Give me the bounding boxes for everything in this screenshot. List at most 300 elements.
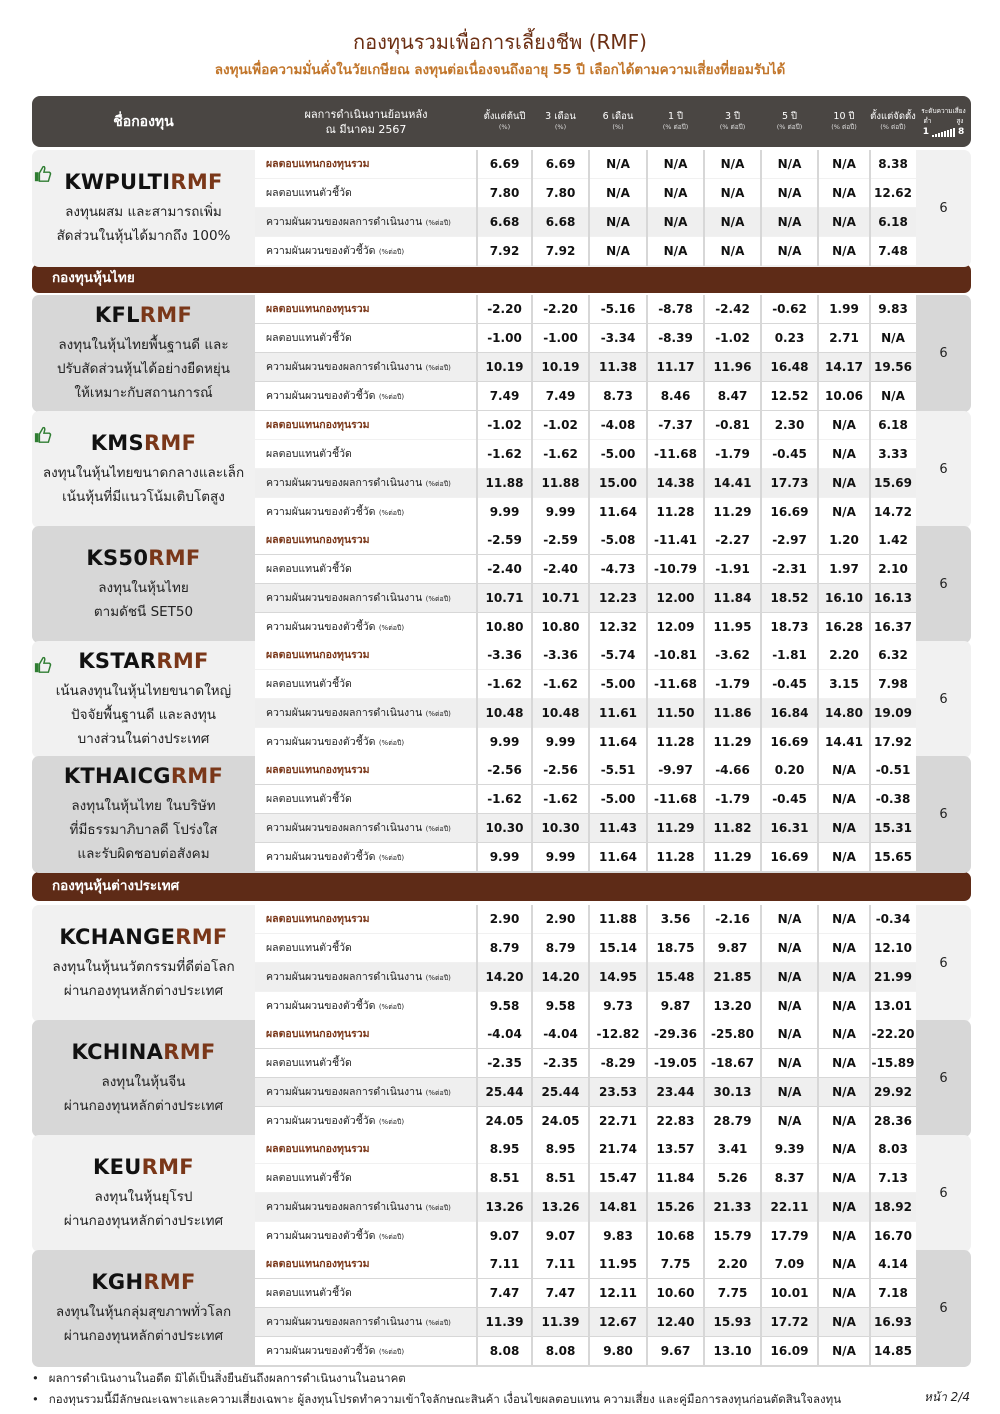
table-row <box>255 411 916 439</box>
table-row <box>255 237 916 265</box>
table-cell: -3.36 <box>543 648 578 662</box>
table-cell: 12.23 <box>599 591 637 605</box>
table-cell: 12.52 <box>770 389 809 403</box>
table-cell: 28.79 <box>713 1114 752 1128</box>
table-cell: N/A <box>777 1027 802 1041</box>
row-label-unit: (%ต่อปี) <box>425 825 451 833</box>
table-cell: -3.34 <box>600 331 636 345</box>
fund-code: KCHINA <box>71 1039 164 1064</box>
fund-suffix: RMF <box>170 169 223 194</box>
row-label <box>266 963 451 992</box>
table-cell: -2.27 <box>715 533 750 547</box>
table-cell: 7.75 <box>717 1286 748 1300</box>
table-cell: 13.20 <box>713 999 752 1013</box>
table-cell: 7.80 <box>489 186 520 200</box>
fund-block-kchina <box>32 1020 971 1137</box>
table-cell: 8.38 <box>878 157 908 171</box>
table-cell: 9.07 <box>489 1229 520 1243</box>
table-cell: -5.08 <box>600 533 636 547</box>
fund-info <box>32 1020 255 1137</box>
table-cell: 9.99 <box>489 850 520 864</box>
row-label-unit: (%ต่อปี) <box>425 1089 451 1097</box>
table-cell: 12.11 <box>599 1286 637 1300</box>
row-label-unit: (%ต่อปี) <box>378 1118 405 1126</box>
table-row <box>255 613 916 641</box>
table-cell: 2.20 <box>717 1257 748 1271</box>
table-cell: N/A <box>777 941 802 955</box>
table-row <box>255 843 916 871</box>
table-cell: N/A <box>832 999 856 1013</box>
table-cell: 17.72 <box>770 1315 809 1329</box>
risk-scale-icon <box>932 128 955 137</box>
fund-name <box>91 1270 195 1294</box>
table-cell: 2.20 <box>829 648 859 662</box>
risk-level: 6 <box>939 346 948 361</box>
row-label-text: ผลตอบแทนกองทุนรวม <box>266 1028 370 1040</box>
row-label <box>266 353 451 382</box>
row-label-text: ผลตอบแทนกองทุนรวม <box>266 1143 370 1155</box>
row-label-text: ผลตอบแทนกองทุนรวม <box>266 649 370 661</box>
table-cell: -19.05 <box>654 1056 697 1070</box>
table-row <box>255 963 916 991</box>
header-col-label: ตั้งแต่จัดตั้ง <box>870 111 916 122</box>
table-cell: 23.53 <box>599 1085 637 1099</box>
fund-block-kwpulti <box>32 150 971 267</box>
table-cell: 13.26 <box>541 1200 580 1214</box>
table-cell: -1.00 <box>487 331 522 345</box>
table-cell: 9.87 <box>717 941 748 955</box>
table-cell: 12.00 <box>656 591 695 605</box>
table-cell: N/A <box>832 418 856 432</box>
table-cell: 16.09 <box>770 1344 809 1358</box>
table-cell: 8.03 <box>878 1142 908 1156</box>
table-row <box>255 1078 916 1106</box>
fund-info <box>32 295 255 412</box>
fund-block-keu <box>32 1135 971 1252</box>
table-cell: 28.36 <box>874 1114 912 1128</box>
table-cell: N/A <box>832 157 856 171</box>
table-cell: 6.69 <box>489 157 520 171</box>
header-col-label: 5 ปี <box>781 111 798 122</box>
table-cell: 10.80 <box>485 620 524 634</box>
table-cell: 12.09 <box>656 620 695 634</box>
fund-code: KSTAR <box>78 648 157 673</box>
table-cell: 22.11 <box>770 1200 809 1214</box>
table-cell: -1.62 <box>543 447 578 461</box>
table-cell: 15.14 <box>599 941 637 955</box>
table-cell: 15.00 <box>599 476 637 490</box>
fund-code: KS50 <box>86 545 149 570</box>
row-label <box>266 814 451 843</box>
table-cell: 13.10 <box>713 1344 752 1358</box>
table-row <box>255 324 916 352</box>
table-cell: 7.92 <box>545 244 576 258</box>
row-label-text: ผลตอบแทนกองทุนรวม <box>266 158 370 170</box>
table-cell: N/A <box>606 215 630 229</box>
header-col-unit: (%) <box>612 123 624 131</box>
table-cell: N/A <box>832 447 856 461</box>
table-cell: -11.68 <box>654 792 697 806</box>
table-row <box>255 208 916 236</box>
table-cell: 11.82 <box>713 821 752 835</box>
risk-level: 6 <box>939 1071 948 1086</box>
table-cell: 10.19 <box>541 360 580 374</box>
fund-info <box>32 641 255 758</box>
table-cell: 11.84 <box>713 591 752 605</box>
table-cell: 7.92 <box>489 244 520 258</box>
footnote: • ผลการดำเนินงานในอดีต มิได้เป็นสิ่งยืนยันถึงผลการดำเนินงานในอนาคต <box>32 1368 841 1389</box>
table-cell: 11.29 <box>713 505 752 519</box>
row-label <box>266 1222 404 1251</box>
row-label <box>266 1250 370 1279</box>
table-cell: 2.10 <box>878 562 908 576</box>
row-label <box>266 728 404 757</box>
table-cell: 8.46 <box>660 389 691 403</box>
row-label-text: ผลตอบแทนตัวชี้วัด <box>266 448 352 460</box>
table-cell: 15.31 <box>874 821 912 835</box>
table-row <box>255 641 916 669</box>
fund-name <box>59 925 227 949</box>
row-label-text: ผลตอบแทนตัวชี้วัด <box>266 1057 352 1069</box>
table-cell: 6.18 <box>878 418 908 432</box>
table-cell: -2.42 <box>715 302 750 316</box>
table-cell: 19.56 <box>874 360 912 374</box>
header-col-label: 3 ปี <box>724 111 741 122</box>
thumbs-up-icon <box>34 655 52 675</box>
fund-description: ลงทุนในหุ้นยุโรป ผ่านกองทุนหลักต่างประเทศ <box>63 1188 224 1229</box>
row-label-unit: (%ต่อปี) <box>425 480 451 488</box>
table-cell: 11.17 <box>656 360 695 374</box>
thumbs-up-icon <box>34 425 52 445</box>
table-cell: 7.49 <box>545 389 576 403</box>
fund-info <box>32 905 255 1022</box>
table-cell: 7.11 <box>545 1257 576 1271</box>
table-cell: -0.62 <box>772 302 807 316</box>
risk-level: 6 <box>939 577 948 592</box>
fund-code: KEU <box>93 1154 142 1179</box>
row-label-text: ผลตอบแทนตัวชี้วัด <box>266 793 352 805</box>
fund-code: KWPULTI <box>64 169 171 194</box>
table-cell: 15.65 <box>874 850 912 864</box>
table-cell: -10.81 <box>654 648 697 662</box>
row-label-unit: (%ต่อปี) <box>425 595 451 603</box>
thumbs-up-icon <box>34 164 52 184</box>
table-cell: N/A <box>832 970 856 984</box>
table-cell: 11.95 <box>713 620 752 634</box>
table-cell: -8.39 <box>658 331 693 345</box>
table-cell: 12.40 <box>656 1315 695 1329</box>
row-label-text: ความผันผวนของตัวชี้วัด <box>266 390 376 402</box>
fund-description: ลงทุนในหุ้นจีน ผ่านกองทุนหลักต่างประเทศ <box>63 1073 224 1114</box>
fund-block-kstar <box>32 641 971 758</box>
table-cell: 13.57 <box>656 1142 695 1156</box>
table-cell: 11.64 <box>599 735 637 749</box>
table-cell: -1.79 <box>715 792 750 806</box>
table-cell: 15.93 <box>713 1315 752 1329</box>
table-cell: 21.85 <box>713 970 752 984</box>
fund-info <box>32 1250 255 1367</box>
fund-block-kchange <box>32 905 971 1022</box>
table-cell: N/A <box>832 186 856 200</box>
table-row <box>255 555 916 583</box>
table-row <box>255 469 916 497</box>
table-cell: 16.13 <box>874 591 912 605</box>
table-row <box>255 905 916 933</box>
row-label-text: ผลตอบแทนตัวชี้วัด <box>266 942 352 954</box>
table-cell: 13.26 <box>485 1200 524 1214</box>
table-cell: 17.73 <box>770 476 809 490</box>
header-risk-high: สูง <box>956 117 964 125</box>
table-cell: -2.40 <box>487 562 522 576</box>
header-col-6 <box>818 96 870 147</box>
table-cell: 2.90 <box>489 912 520 926</box>
table-row <box>255 1049 916 1077</box>
row-label <box>266 670 352 699</box>
table-row <box>255 728 916 756</box>
table-cell: N/A <box>832 244 856 258</box>
row-label-text: ผลตอบแทนกองทุนรวม <box>266 419 370 431</box>
page-title: กองทุนรวมเพื่อการเลี้ยงชีพ (RMF) <box>353 30 647 54</box>
table-row <box>255 670 916 698</box>
footnotes <box>32 1368 841 1410</box>
row-label-text: ความผันผวนของผลการดำเนินงาน <box>266 592 423 604</box>
table-cell: 16.31 <box>770 821 809 835</box>
table-cell: -4.66 <box>715 763 750 777</box>
table-cell: 7.47 <box>489 1286 520 1300</box>
row-label-text: ความผันผวนของตัวชี้วัด <box>266 1000 376 1012</box>
table-cell: 7.49 <box>489 389 520 403</box>
table-cell: -10.79 <box>654 562 697 576</box>
table-row <box>255 179 916 207</box>
fund-block-ks50 <box>32 526 971 643</box>
table-row <box>255 440 916 468</box>
table-cell: -11.68 <box>654 677 697 691</box>
table-cell: N/A <box>832 941 856 955</box>
fund-name <box>71 1040 215 1064</box>
risk-level: 6 <box>939 201 948 216</box>
table-cell: -2.59 <box>487 533 522 547</box>
table-row <box>255 1279 916 1307</box>
table-cell: -7.37 <box>658 418 693 432</box>
risk-level: 6 <box>939 692 948 707</box>
table-cell: N/A <box>720 157 745 171</box>
table-cell: 2.30 <box>774 418 805 432</box>
table-cell: -0.81 <box>715 418 750 432</box>
table-cell: -1.91 <box>715 562 750 576</box>
row-label-text: ความผันผวนของผลการดำเนินงาน <box>266 1316 423 1328</box>
table-cell: 21.99 <box>874 970 912 984</box>
table-cell: -0.45 <box>772 792 807 806</box>
table-cell: N/A <box>777 1085 802 1099</box>
table-cell: 3.41 <box>717 1142 748 1156</box>
row-label <box>266 1308 451 1337</box>
table-cell: -12.82 <box>596 1027 640 1041</box>
table-cell: 0.20 <box>774 763 805 777</box>
table-cell: 15.69 <box>874 476 912 490</box>
header-risk-label: ระดับความเสี่ยง <box>921 107 966 115</box>
table-cell: -11.68 <box>654 447 697 461</box>
row-label-unit: (%ต่อปี) <box>378 248 405 256</box>
table-cell: 10.71 <box>485 591 524 605</box>
row-label-text: ผลตอบแทนกองทุนรวม <box>266 303 370 315</box>
row-label-text: ผลตอบแทนกองทุนรวม <box>266 1258 370 1270</box>
fund-description: ลงทุนในหุ้นนวัตกรรมที่ดีต่อโลก ผ่านกองทุนหลักต่างประเทศ <box>52 958 235 999</box>
table-cell: 8.08 <box>545 1344 576 1358</box>
table-row <box>255 1135 916 1163</box>
fund-suffix: RMF <box>139 302 193 327</box>
row-label <box>266 440 352 469</box>
header-col-3 <box>647 96 704 147</box>
table-cell: N/A <box>663 186 688 200</box>
table-cell: 25.44 <box>485 1085 524 1099</box>
table-cell: 9.99 <box>545 505 576 519</box>
table-cell: 11.64 <box>599 505 637 519</box>
fund-description: ลงทุนในหุ้นไทยพื้นฐานดี และ ปรับสัดส่วนหุ้นได้อย่างยืดหยุ่น ให้เหมาะกับสถานการณ์ <box>56 336 231 401</box>
row-label-unit: (%ต่อปี) <box>425 710 451 718</box>
table-cell: 7.80 <box>545 186 576 200</box>
header-col-unit: (% ต่อปี) <box>880 123 906 131</box>
table-cell: 7.09 <box>774 1257 805 1271</box>
fund-info <box>32 411 255 528</box>
fund-description: เน้นลงทุนในหุ้นไทยขนาดใหญ่ ปัจจัยพื้นฐานดี และลงทุน บางส่วนในต่างประเทศ <box>55 682 232 747</box>
row-label <box>266 1049 352 1078</box>
table-cell: N/A <box>832 912 856 926</box>
table-cell: 23.44 <box>656 1085 695 1099</box>
table-cell: -5.74 <box>600 648 636 662</box>
header-col-unit: (% ต่อปี) <box>719 123 746 131</box>
fund-suffix: RMF <box>163 1039 216 1064</box>
table-cell: -2.35 <box>543 1056 578 1070</box>
fund-info <box>32 150 255 267</box>
table-cell: 11.88 <box>485 476 524 490</box>
table-cell: N/A <box>832 1171 856 1185</box>
row-label-text: ความผันผวนของตัวชี้วัด <box>266 851 376 863</box>
row-label-unit: (%ต่อปี) <box>425 1319 451 1327</box>
table-cell: 9.80 <box>603 1344 633 1358</box>
row-label-text: ความผันผวนของตัวชี้วัด <box>266 736 376 748</box>
header-as-of: ณ มีนาคม 2567 <box>325 122 407 136</box>
table-cell: 9.58 <box>489 999 520 1013</box>
table-cell: 11.64 <box>599 850 637 864</box>
table-row <box>255 756 916 784</box>
table-cell: -0.45 <box>772 447 807 461</box>
table-cell: N/A <box>832 1056 856 1070</box>
table-cell: N/A <box>832 1257 856 1271</box>
row-label-text: ผลตอบแทนตัวชี้วัด <box>266 332 352 344</box>
table-cell: 11.39 <box>485 1315 524 1329</box>
table-cell: -2.56 <box>487 763 522 777</box>
table-cell: -1.62 <box>487 677 522 691</box>
table-cell: 9.99 <box>545 850 576 864</box>
table-cell: 14.17 <box>825 360 863 374</box>
row-label <box>266 1135 370 1164</box>
table-cell: -5.16 <box>600 302 636 316</box>
table-cell: 15.26 <box>656 1200 695 1214</box>
table-cell: 7.47 <box>545 1286 576 1300</box>
table-cell: 11.88 <box>599 912 637 926</box>
page-number: หน้า 2/4 <box>924 1390 970 1404</box>
table-cell: -9.97 <box>658 763 693 777</box>
table-cell: N/A <box>720 244 745 258</box>
table-cell: N/A <box>832 1229 856 1243</box>
table-cell: -2.56 <box>543 763 578 777</box>
table-cell: N/A <box>606 157 630 171</box>
table-cell: 9.58 <box>545 999 576 1013</box>
table-cell: -2.16 <box>715 912 750 926</box>
table-row <box>255 584 916 612</box>
risk-level: 6 <box>939 807 948 822</box>
fund-suffix: RMF <box>141 1154 194 1179</box>
fund-name <box>64 764 223 788</box>
row-label <box>266 756 370 785</box>
table-cell: -11.41 <box>654 533 697 547</box>
row-label <box>266 150 370 179</box>
table-cell: 9.83 <box>603 1229 633 1243</box>
row-label <box>266 295 370 324</box>
table-cell: 30.13 <box>713 1085 752 1099</box>
table-cell: N/A <box>832 1286 856 1300</box>
table-cell: 8.79 <box>489 941 520 955</box>
header-risk-low: ต่ำ <box>923 117 932 125</box>
table-cell: 15.79 <box>713 1229 752 1243</box>
table-row <box>255 150 916 178</box>
header-col-label: ตั้งแต่ต้นปี <box>483 111 526 122</box>
header-col-1 <box>532 96 589 147</box>
fund-name <box>86 546 200 570</box>
table-cell: N/A <box>832 1114 856 1128</box>
table-cell: N/A <box>606 186 630 200</box>
fund-code: KTHAICG <box>63 763 171 788</box>
row-label-text: ผลตอบแทนตัวชี้วัด <box>266 1172 352 1184</box>
header-col-unit: (% ต่อปี) <box>662 123 689 131</box>
row-label-text: ความผันผวนของตัวชี้วัด <box>266 1345 376 1357</box>
table-cell: 10.30 <box>485 821 524 835</box>
table-cell: 16.93 <box>874 1315 912 1329</box>
table-cell: N/A <box>777 244 802 258</box>
table-row <box>255 699 916 727</box>
row-label-unit: (%ต่อปี) <box>378 1003 405 1011</box>
row-label <box>266 785 352 814</box>
row-label-text: ความผันผวนของตัวชี้วัด <box>266 245 376 257</box>
table-cell: 11.28 <box>656 735 695 749</box>
table-row <box>255 992 916 1020</box>
table-cell: -2.97 <box>772 533 807 547</box>
table-row <box>255 353 916 381</box>
table-cell: 11.43 <box>599 821 637 835</box>
header-col-4 <box>704 96 761 147</box>
fund-code: KCHANGE <box>59 924 176 949</box>
table-cell: 1.97 <box>829 562 859 576</box>
fund-block-kgh <box>32 1250 971 1367</box>
risk-level: 6 <box>939 462 948 477</box>
row-label-text: ผลตอบแทนตัวชี้วัด <box>266 678 352 690</box>
table-cell: 11.84 <box>656 1171 695 1185</box>
fund-suffix: RMF <box>170 763 224 788</box>
table-cell: N/A <box>881 331 905 345</box>
table-cell: 16.70 <box>874 1229 912 1243</box>
table-cell: N/A <box>832 850 856 864</box>
row-label-unit: (%ต่อปี) <box>378 854 405 862</box>
table-cell: 12.67 <box>599 1315 637 1329</box>
table-cell: 16.69 <box>770 735 809 749</box>
table-cell: -0.45 <box>772 677 807 691</box>
row-label-text: ความผันผวนของตัวชี้วัด <box>266 1115 376 1127</box>
table-cell: 16.48 <box>770 360 809 374</box>
table-cell: -15.89 <box>871 1056 915 1070</box>
header-performance <box>255 96 477 147</box>
table-cell: 7.13 <box>878 1171 908 1185</box>
table-cell: 1.99 <box>829 302 859 316</box>
